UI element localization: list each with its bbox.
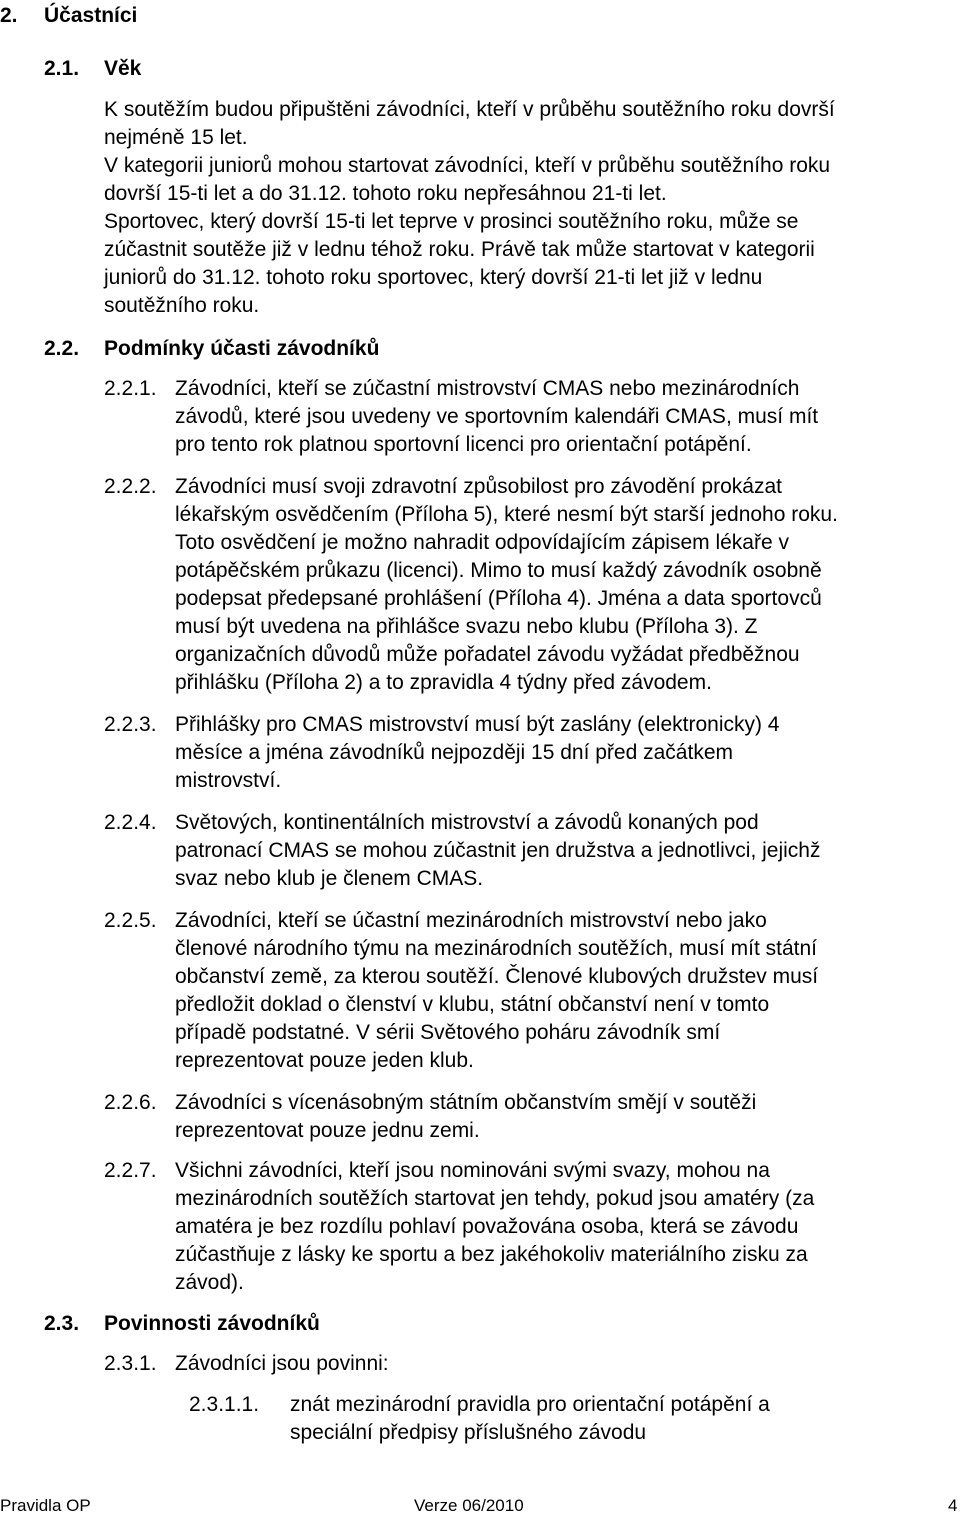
item-line: Závodníci, kteří se zúčastní mistrovství CMAS nebo mezinárodních [175, 377, 800, 400]
item-line: případě podstatné. V sérii Světového poháru závodník smí [175, 1021, 721, 1044]
item-line: měsíce a jména závodníků nejpozději 15 dní před začátkem [175, 741, 733, 764]
item-line: reprezentovat pouze jeden klub. [175, 1049, 474, 1072]
item-line: patronací CMAS se mohou zúčastnit jen družstva a jednotlivci, jejichž [175, 839, 821, 862]
item-number: 2.2.7. [104, 1159, 157, 1182]
item-line: závod). [175, 1271, 244, 1294]
paragraph-line: juniorů do 31.12. tohoto roku sportovec, který dovrší 21-ti let již v lednu [104, 266, 763, 289]
item-line: lékařským osvědčením (Příloha 5), které nesmí být starší jednoho roku. [175, 503, 838, 526]
subitem-number: 2.3.1.1. [189, 1393, 260, 1416]
item-number: 2.2.3. [104, 713, 157, 736]
item-line: svaz nebo klub je členem CMAS. [175, 867, 484, 890]
item-line: Závodníci s vícenásobným státním občanstvím smějí v soutěži [175, 1091, 757, 1114]
subsection-number: 2.3. [44, 1312, 80, 1335]
item-line: organizačních důvodů může pořadatel závodu vyžádat předběžnou [175, 643, 800, 666]
item-line: Toto osvědčení je možno nahradit odpovídajícím zápisem lékaře v [175, 531, 789, 554]
item-line: Závodníci jsou povinni: [175, 1352, 389, 1375]
item-line: potápěčském průkazu (licenci). Mimo to musí každý závodník osobně [175, 559, 822, 582]
item-line: musí být uvedena na přihlášce svazu nebo klubu (Příloha 3). Z [175, 615, 758, 638]
section-number: 2. [0, 4, 18, 27]
item-number: 2.2.2. [104, 475, 157, 498]
item-number: 2.2.6. [104, 1091, 157, 1114]
subitem-line: speciální předpisy příslušného závodu [290, 1421, 647, 1444]
item-number: 2.2.5. [104, 909, 157, 932]
item-number: 2.2.1. [104, 377, 157, 400]
item-line: Světových, kontinentálních mistrovství a závodů konaných pod [175, 811, 759, 834]
item-number: 2.3.1. [104, 1352, 157, 1375]
item-line: Všichni závodníci, kteří jsou nominováni svými svazy, mohou na [175, 1159, 770, 1182]
item-line: Závodníci, kteří se účastní mezinárodních mistrovství nebo jako [175, 909, 767, 932]
item-line: předložit doklad o členství v klubu, státní občanství není v tomto [175, 993, 770, 1016]
paragraph-line: V kategorii juniorů mohou startovat závodníci, kteří v průběhu soutěžního roku [104, 154, 831, 177]
item-number: 2.2.4. [104, 811, 157, 834]
paragraph-line: K soutěžím budou připuštěni závodníci, kteří v průběhu soutěžního roku dovrší [104, 98, 835, 121]
item-line: Závodníci musí svoji zdravotní způsobilost pro závodění prokázat [175, 475, 782, 498]
item-line: reprezentovat pouze jednu zemi. [175, 1119, 480, 1142]
item-line: přihlášku (Příloha 2) a to zpravidla 4 týdny před závodem. [175, 671, 712, 694]
paragraph-line: Sportovec, který dovrší 15-ti let teprve v prosinci soutěžního roku, může se [104, 210, 799, 233]
subitem-line: znát mezinárodní pravidla pro orientační potápění a [290, 1393, 770, 1416]
footer-page-number: 4 [948, 1496, 958, 1515]
subsection-number: 2.1. [44, 57, 80, 80]
footer-left: Pravidla OP [0, 1496, 91, 1515]
item-line: občanství země, za kterou soutěží. Členové klubových družstev musí [175, 965, 819, 988]
paragraph-line: nejméně 15 let. [104, 126, 248, 149]
item-line: Přihlášky pro CMAS mistrovství musí být zaslány (elektronicky) 4 [175, 713, 780, 736]
item-line: mistrovství. [175, 769, 282, 792]
subsection-number: 2.2. [44, 337, 80, 360]
item-line: členové národního týmu na mezinárodních soutěžích, musí mít státní [175, 937, 817, 960]
paragraph-line: dovrší 15-ti let a do 31.12. tohoto roku nepřesáhnou 21-ti let. [104, 182, 667, 205]
paragraph-line: soutěžního roku. [104, 294, 260, 317]
footer-center: Verze 06/2010 [414, 1496, 524, 1515]
paragraph-line: zúčastnit soutěže již v lednu téhož roku. Právě tak může startovat v kategorii [104, 238, 815, 261]
item-line: zúčastňuje z lásky ke sportu a bez jakéhokoliv materiálního zisku za [175, 1243, 808, 1266]
item-line: amatéra je bez rozdílu pohlaví považována osoba, která se závodu [175, 1215, 799, 1238]
subsection-title: Podmínky účasti závodníků [104, 337, 380, 360]
subsection-title: Povinnosti závodníků [104, 1312, 320, 1335]
item-line: mezinárodních soutěžích startovat jen tehdy, pokud jsou amatéry (za [175, 1187, 815, 1210]
item-line: pro tento rok platnou sportovní licenci pro orientační potápění. [175, 433, 752, 456]
section-title: Účastníci [44, 4, 138, 27]
item-line: závodů, které jsou uvedeny ve sportovním kalendáři CMAS, musí mít [175, 405, 819, 428]
subsection-title: Věk [104, 57, 142, 80]
item-line: podepsat předepsané prohlášení (Příloha 4). Jména a data sportovců [175, 587, 822, 610]
